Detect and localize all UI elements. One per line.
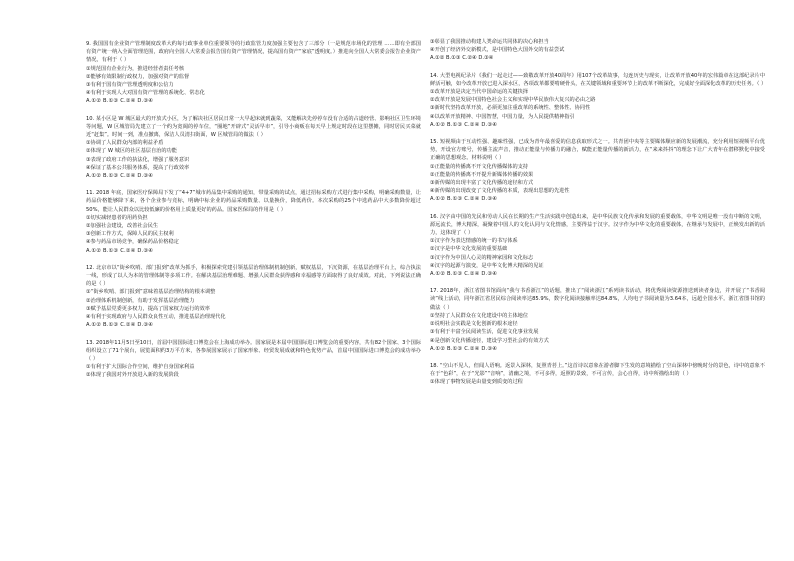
option: ③创新工作方式，保障人民的民主权利 [86, 231, 174, 238]
option: ①体现了事物发展是由量变到质变的过程 [430, 379, 523, 386]
option: ①“街乡吹哨、部门报到”意味着基层治理结构的根本调整 [86, 289, 216, 296]
option: ④有利于实现政府与人民群众良性互动，推进基层治理现代化 [86, 314, 226, 321]
option: ②改革开放是发展中国特色社会主义和实现中华民族伟大复兴的必由之路 [430, 97, 596, 104]
option: ④是创新文化传播途径，建设学习型社会的有效方式 [430, 337, 549, 344]
option: ③有利于丰富全民阅读生活，促进文化事业发展 [430, 329, 539, 336]
option: ①规范国有企业行为，推进经营者责任考核 [86, 65, 185, 72]
option: ④汉字的起源与演变，是中华文化博大精深的见证 [430, 262, 544, 269]
option: ①汉字作为表达情感的统一的书写体系 [430, 238, 518, 245]
answer-choices: A.①② B.①③ C.②④ D.③④ [86, 322, 154, 329]
answer-choices: A.①② B.①③ C.②④ D.③④ [430, 55, 494, 62]
option: ③汉字作为中国人心灵的精神家园和文化标志 [430, 254, 534, 261]
question-stem: 11. 2018 年底，国家医疗保障局下发了“4+7”城市药品集中采购的通知，带量采购的试点，通过招标采购方式进行集中采购，明确采购数量，让药品价格能够降下来，各个企业参与竞标，明确中标企业的药品采购数量、以量换价，降低药价。本次采购的25个中选药品中大多数降价超过50%，能让人民群众以比较低廉的价格用上质量更好的药品。国家医保局的作用是（ ） [86, 190, 421, 213]
question-stem: 17. 2018年，浙江省图书馆面向“我与书香浙江”的话题，推出了“阅读浙江”系列读书活动，将优秀阅读资源推送到读者身边，并开展了“书香阅读”线上活动，同年浙江省居民综合阅读率达85.9%，数字化阅读接触率达84.8%，人均电子书阅读量为3.64本，远超全国水平。浙江省图书馆的做法（ ） [430, 288, 765, 311]
option: ④开创了经济外交新模式，是中国特色大国外交的有益尝试 [430, 47, 565, 54]
option: ④有利于实现人大对国有资产管理的系统化、常态化 [86, 90, 205, 97]
question-17 [430, 287, 765, 353]
option: ①坚持了人民群众在文化建设中的主体地位 [430, 312, 529, 319]
option: ②能够有效限制行政权力，加强对资产的监督 [86, 73, 190, 80]
question-stem: 16. 汉字由中国的先民和劳动人民在长期的生产生活实践中创造出来，是中华民族文化传承和发展的重要载体，中华文明是唯一没有中断的文明，源远流长，博大精深，凝聚着中国人的文化认同与文化情感，主要得益于汉字。汉字作为中华文化的重要载体，在继承与发展中，正焕发出新的活力，这体现了（ ） [430, 213, 765, 237]
answer-choices: A.①② B.①③ C.②④ D.③④ [430, 121, 498, 128]
answer-choices: A.①② B.①③ C.②④ D.③④ [430, 345, 498, 352]
answer-choices: A.①② B.①③ C.②④ D.③④ [430, 196, 498, 203]
question-10 [86, 115, 421, 181]
option: ①协调了人民群众内部的利益矛盾 [86, 140, 164, 147]
option: ②加强社会建设，改善社会民生 [86, 223, 159, 230]
question-stem: 15. 短视频由于互动性强、趣味性强，已成为青年最喜爱的信息获取形式之一。共青团中央等主要媒体顺应新的发展潮流，充分利用短视频平台优势，开设官方账号，传播主流声音，推动正能量与传播力的融合，赋能正能量传播的新活力，在“来来抖抖”的理念下让广大青年在潜移默化中接受正确的思想观念。材料说明（ ） [430, 139, 765, 162]
option: ③有利于国有资产管理透明度和公信力 [86, 82, 174, 89]
question-13 [86, 339, 421, 380]
option: ④保证了基本公共服务体系，提高了行政效率 [86, 164, 190, 171]
option: ③赋予基层党委更多权力，提高了国家权力运行的效率 [86, 305, 210, 312]
answer-choices: A.①② B.①③ C.②④ D.③④ [86, 247, 154, 254]
question-stem: 9. 我国国有企业资产管理制度改革大约每行政事业单位重要领导的行政监管力度加强主要包含了三部分（一是规范市场化的管理 ……即有全部国有资产统一纳入全面管理范围，政府向全国人大常委会报告国有资产管理情况，提高国有资产“家底”透明度。）推进向全国人大常委会报告企业资产情况，有利于（ ） [86, 41, 421, 64]
option: ②体现了我国对外开放进入新的发展阶段 [86, 372, 179, 379]
question-15 [430, 138, 765, 204]
question-stem: 10. 某小区是 W 城区最大的开放式小区，为了解决社区居民日常一大早起床就到蔬菜，又能解决先停停车没有合适的占道经营、影响社区卫生环境等问题，W 区城管局先建立了一个约为宽阔的停车位，“圈地”开辟式“灵活早市”，引导小商贩在每天早上规定时段在这里摆摊，同时居民买菜就近“赶集”。时间一到，准点撤离，保洁人员清扫街面，W 区城管局的做法（ ） [86, 115, 421, 139]
option: ③新时代坚持改革开放，必须更加注重改革的系统性、整体性、协同性 [430, 105, 591, 112]
option: ②正能量的传播离不开提升新媒体传播的效果 [430, 171, 534, 178]
question-stem: 13. 2018年11月5日至10日，首届中国国际进口博览会在上海成功举办。国家展是本届中国国际进口博览会的重要内容，共有82个国家、3个国际组织设立了71个展台，展览面积约3万平方米，各参展国家展示了国家形象、经贸发展成就和特色优势产品，首届中国国际进口博览会的成功举办（ ） [86, 339, 421, 362]
option: ①有利于扩大国际合作空间，维护自身国家利益 [86, 364, 195, 371]
option: ②治理体系机制创新，有助于发挥基层治理能力 [86, 297, 195, 304]
option: ③表现了政府工作的执法化，增强了服务意识 [86, 156, 190, 163]
option: ②体现了 W 城区的社区基层自治的功能 [86, 148, 177, 155]
question-12 [86, 264, 421, 330]
question-9 [86, 40, 421, 106]
option: ④新传媒的出现改变了文化传播的本质，表现出思想的先进性 [430, 188, 570, 195]
question-stem: 14. 大型电视纪录片《我们一起走过——致敬改革开放40周年》用107个改革故事，勾连历史与现实，让改革开放40年的宏伟篇章在这部纪录片中鲜活可触，如今改革开放已进入深水区，各项改革都要啃硬骨头，在关键领域和重要环节上的改革不断深化，完成好全面深化改革的历史任务。（ ） [430, 72, 767, 87]
question-stem: 18. “空山不见人，但闻人语响。返景入深林，复照青苔上。”这首诗以意象在游者脚下生发的意境描绘了空山深林中傍晚时分的景色，诗中的意象不在于“色彩”，在于“光影”“音响”，清幽之境，不可多得，返照的景致，不可言传，会心自得，诗中所描绘出的（ ） [430, 362, 765, 378]
question-14 [430, 72, 765, 129]
option: ④以改革开放精神、中国智慧，中国力量，为人民提供精神指引 [430, 113, 575, 120]
right-column [430, 38, 765, 396]
question-16 [430, 213, 765, 279]
question-18 [430, 362, 765, 387]
option: ③新传媒的出现丰富了文化传播的途径和方式 [430, 180, 534, 187]
option: ③彰显了我国推动构建人类命运共同体的决心和担当 [430, 39, 549, 45]
option: ②汉字是中华文化发展的重要基础 [430, 246, 508, 253]
question-11 [86, 189, 421, 255]
option: ①改革开放是决定当代中国命运的关键抉择 [430, 89, 529, 96]
question-stem: 12. 北京市以“街乡吹哨、部门报到”改革为抓手，积极探索党建引领基层治理体制机制创新，赋权基层，下沉资源，在基层治理平台上，综合执法一线，形成了以人为本的管理体制等多项工作。在解决基层治理难题、增强人民群众获得感和幸福感等方面取得了良好成效。对此，下列说法正确的是（ ） [86, 264, 421, 288]
answer-choices: A.①② B.①③ C.②④ D.③④ [430, 271, 498, 278]
answer-choices: A.①② B.①③ C.②④ D.③④ [86, 173, 154, 180]
option: ④参与药品市场竞争，确保药品价格稳定 [86, 239, 179, 246]
option: ①切实减轻患者的用药负担 [86, 214, 148, 221]
question-13-continued [430, 38, 765, 63]
option: ②说明社会实践是文化创新的根本途径 [430, 321, 518, 328]
answer-choices: A.①② B.①③ C.②④ D.③④ [86, 98, 154, 105]
option: ①正能量的传播离不开文化传播媒体的支持 [430, 163, 529, 170]
left-column [86, 40, 421, 389]
